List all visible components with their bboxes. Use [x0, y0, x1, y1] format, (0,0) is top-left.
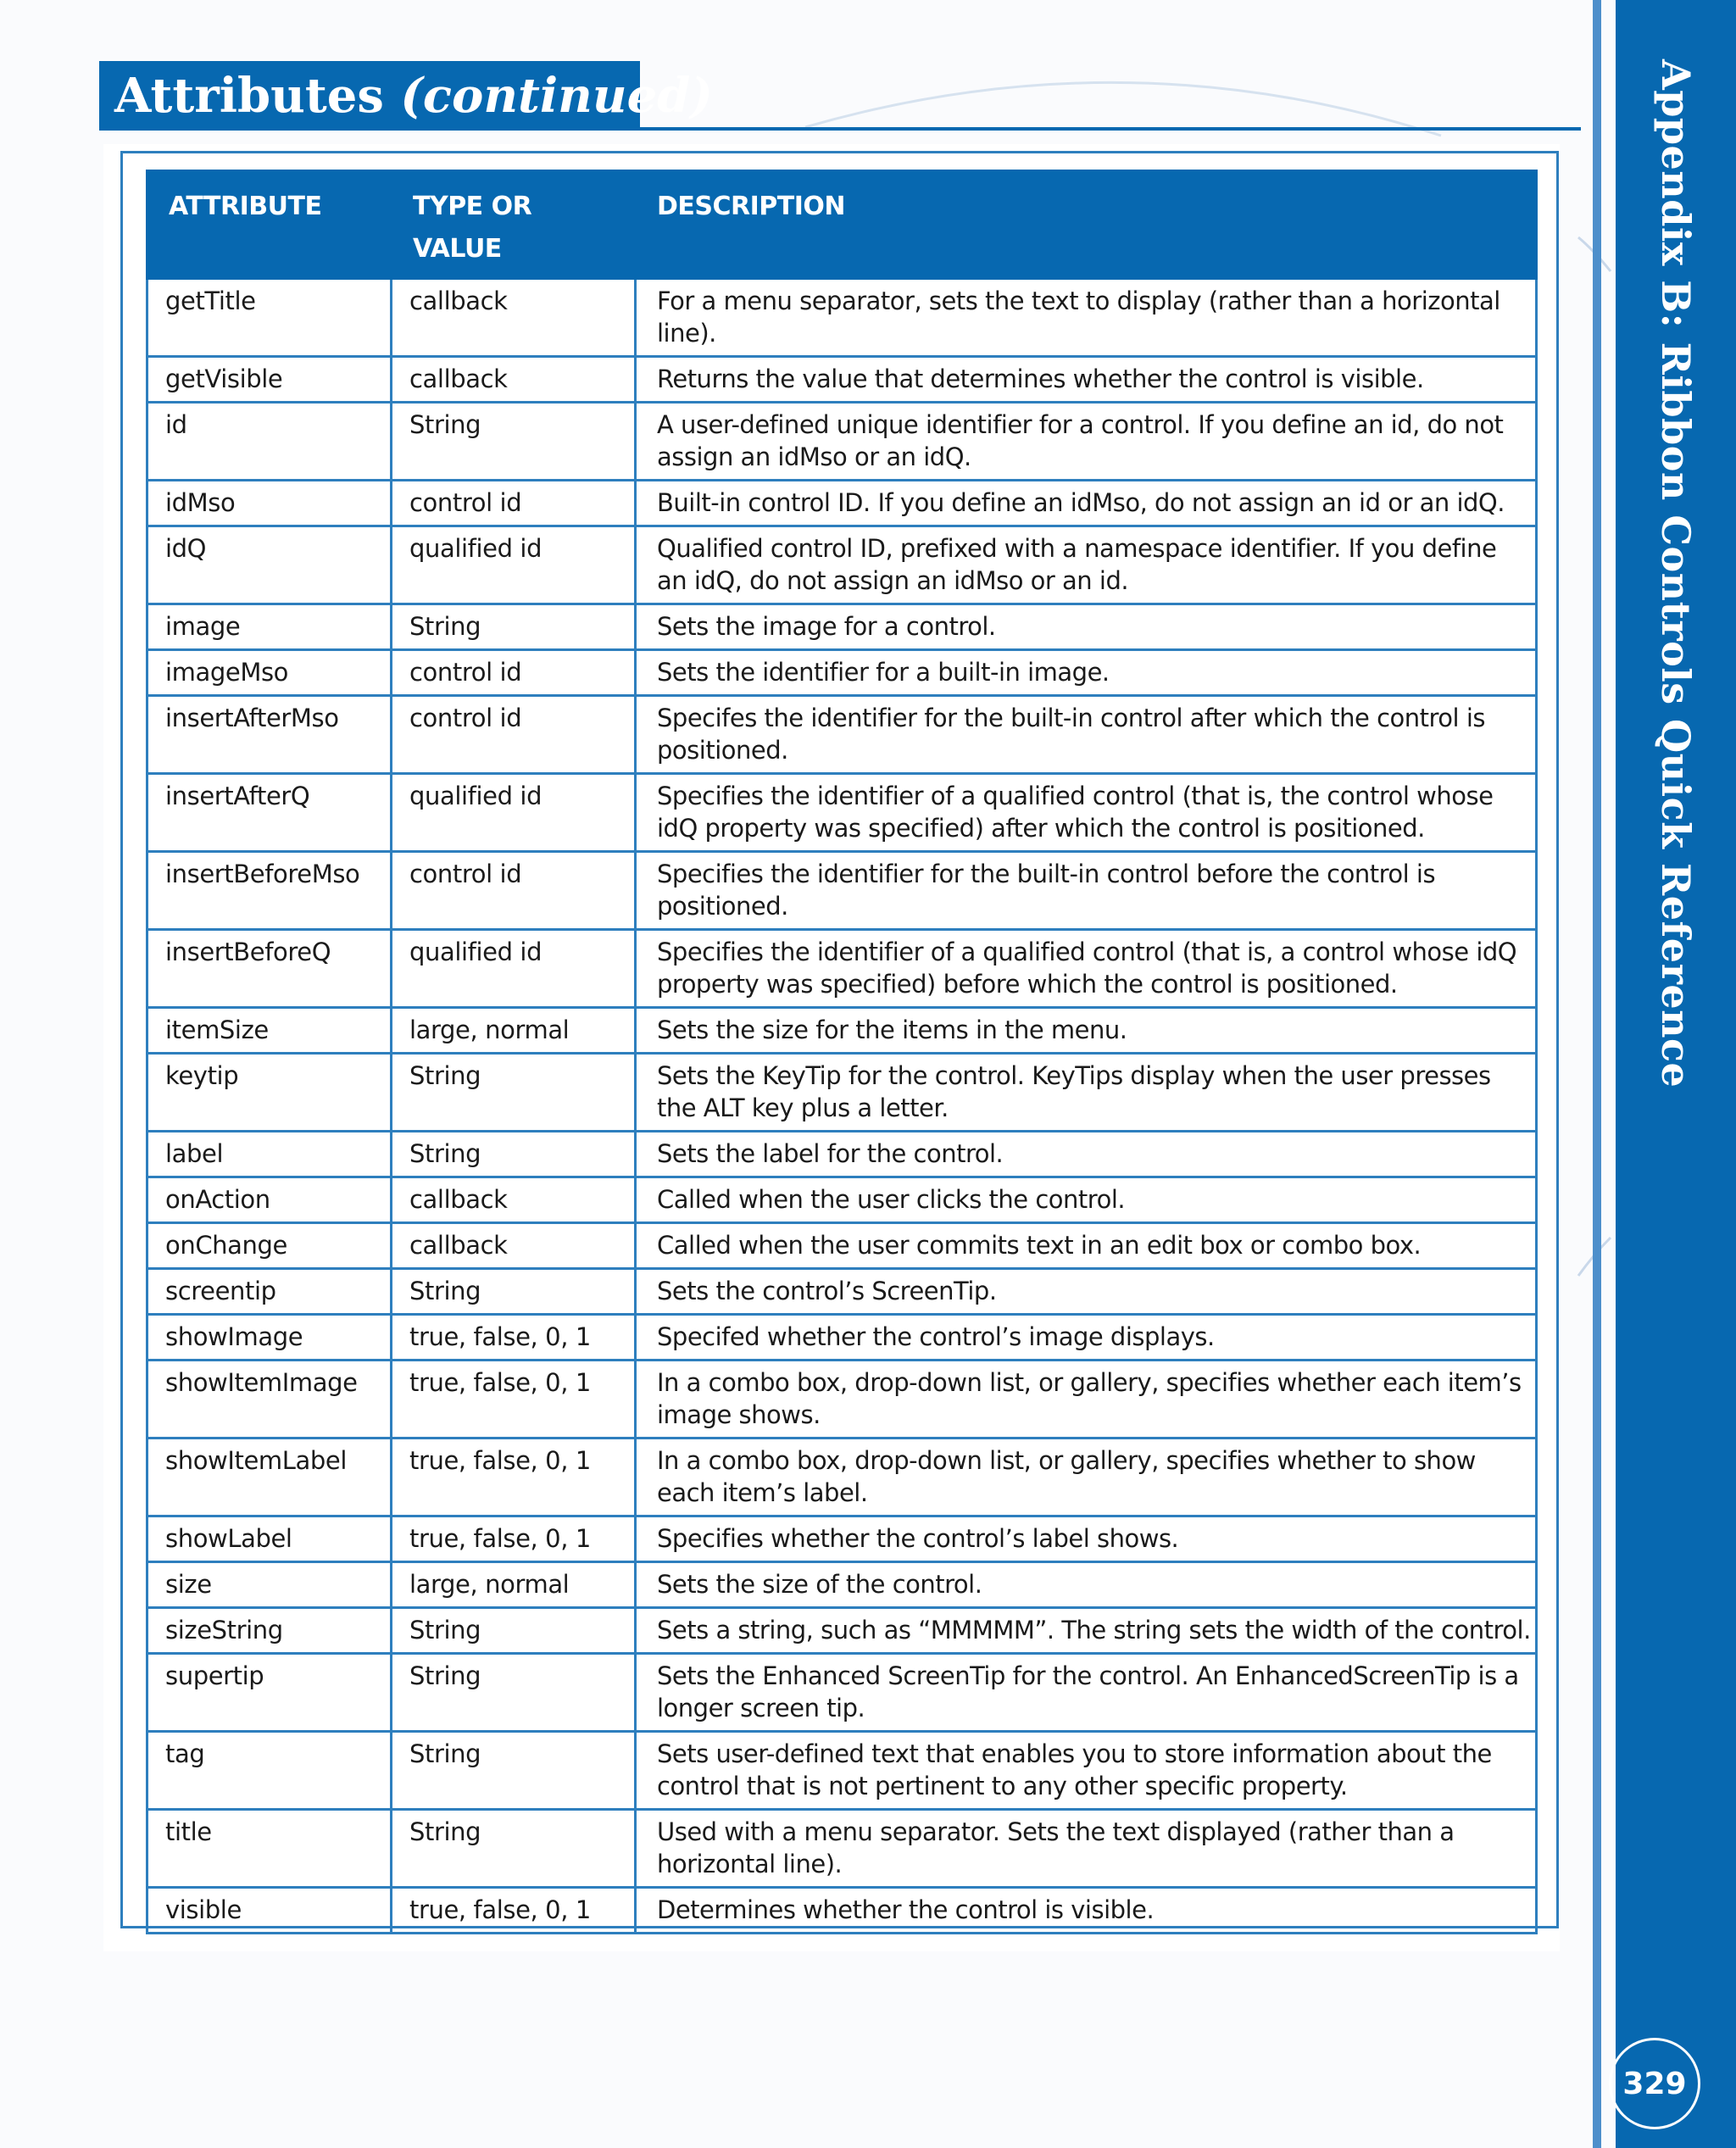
attributes-table — [146, 170, 1538, 1934]
table-body — [147, 279, 1537, 1934]
cell-type: qualified id — [392, 930, 636, 1008]
cell-type: callback — [392, 279, 636, 357]
cell-description: Sets a string, such as “MMMMM”. The string sets the width of the control. — [636, 1608, 1537, 1654]
cell-attribute: showItemImage — [147, 1361, 392, 1438]
table-row — [147, 604, 1537, 650]
title-underline — [99, 127, 1581, 131]
cell-description: Sets the label for the control. — [636, 1132, 1537, 1177]
table-row — [147, 403, 1537, 481]
table-row — [147, 526, 1537, 604]
table-row — [147, 1315, 1537, 1361]
cell-attribute: showItemLabel — [147, 1438, 392, 1516]
cell-attribute: insertAfterMso — [147, 696, 392, 774]
cell-attribute: getVisible — [147, 357, 392, 403]
cell-description: Sets the control’s ScreenTip. — [636, 1269, 1537, 1315]
cell-attribute: tag — [147, 1732, 392, 1810]
cell-description: Sets the identifier for a built-in image. — [636, 650, 1537, 696]
table-row — [147, 930, 1537, 1008]
cell-attribute: title — [147, 1810, 392, 1888]
cell-attribute: screentip — [147, 1269, 392, 1315]
page-title — [99, 61, 713, 131]
cell-type: control id — [392, 852, 636, 930]
cell-type: String — [392, 403, 636, 481]
page-number: 329 — [1609, 2038, 1700, 2129]
table-row — [147, 1361, 1537, 1438]
cell-attribute: insertBeforeMso — [147, 852, 392, 930]
cell-type: String — [392, 1054, 636, 1132]
cell-type: String — [392, 1732, 636, 1810]
cell-attribute: idMso — [147, 481, 392, 526]
cell-type: callback — [392, 1177, 636, 1223]
cell-description: Sets the image for a control. — [636, 604, 1537, 650]
table-row — [147, 1654, 1537, 1732]
table-row — [147, 1732, 1537, 1810]
cell-description: Sets user-defined text that enables you to store information about the control that is not pertinent to any other specific property. — [636, 1732, 1537, 1810]
table-row — [147, 1269, 1537, 1315]
cell-description: Determines whether the control is visible. — [636, 1888, 1537, 1934]
cell-type: qualified id — [392, 774, 636, 852]
cell-description: Specifies the identifier of a qualified control (that is, the control whose idQ property was specified) after which the control is positioned. — [636, 774, 1537, 852]
cell-description: Sets the KeyTip for the control. KeyTips display when the user presses the ALT key plus a letter. — [636, 1054, 1537, 1132]
cell-description: In a combo box, drop-down list, or gallery, specifies whether each item’s image shows. — [636, 1361, 1537, 1438]
cell-type: String — [392, 1654, 636, 1732]
cell-type: String — [392, 1608, 636, 1654]
cell-description: Qualified control ID, prefixed with a namespace identifier. If you define an idQ, do not assign an idMso or an id. — [636, 526, 1537, 604]
header-attribute: ATTRIBUTE — [147, 171, 392, 279]
cell-attribute: imageMso — [147, 650, 392, 696]
cell-type: qualified id — [392, 526, 636, 604]
header-description: DESCRIPTION — [636, 171, 1537, 279]
cell-type: String — [392, 1132, 636, 1177]
cell-description: In a combo box, drop-down list, or gallery, specifies whether to show each item’s label. — [636, 1438, 1537, 1516]
table-row — [147, 1810, 1537, 1888]
cell-description: Sets the Enhanced ScreenTip for the control. An EnhancedScreenTip is a longer screen tip. — [636, 1654, 1537, 1732]
table-row — [147, 1438, 1537, 1516]
table-header-row — [147, 171, 1537, 279]
cell-description: Called when the user commits text in an edit box or combo box. — [636, 1223, 1537, 1269]
cell-description: Specifies the identifier of a qualified control (that is, a control whose idQ property was specified) before which the control is positioned. — [636, 930, 1537, 1008]
cell-description: Specifies the identifier for the built-in control before the control is positioned. — [636, 852, 1537, 930]
table-row — [147, 1132, 1537, 1177]
table-row — [147, 1608, 1537, 1654]
table-row — [147, 1888, 1537, 1934]
table-row — [147, 650, 1537, 696]
cell-attribute: keytip — [147, 1054, 392, 1132]
cell-attribute: image — [147, 604, 392, 650]
appendix-title: Appendix B: Ribbon Controls Quick Reference — [1653, 59, 1699, 1088]
table-row — [147, 1223, 1537, 1269]
cell-attribute: id — [147, 403, 392, 481]
cell-description: Called when the user clicks the control. — [636, 1177, 1537, 1223]
cell-attribute: onAction — [147, 1177, 392, 1223]
cell-description: Sets the size for the items in the menu. — [636, 1008, 1537, 1054]
table-row — [147, 357, 1537, 403]
table-row — [147, 696, 1537, 774]
cell-type: control id — [392, 481, 636, 526]
cell-type: control id — [392, 696, 636, 774]
table-row — [147, 852, 1537, 930]
cell-attribute: sizeString — [147, 1608, 392, 1654]
cell-type: true, false, 0, 1 — [392, 1888, 636, 1934]
cell-attribute: supertip — [147, 1654, 392, 1732]
cell-type: true, false, 0, 1 — [392, 1315, 636, 1361]
cell-description: Built-in control ID. If you define an idMso, do not assign an id or an idQ. — [636, 481, 1537, 526]
cell-type: large, normal — [392, 1562, 636, 1608]
table-row — [147, 1516, 1537, 1562]
cell-attribute: showImage — [147, 1315, 392, 1361]
cell-description: Returns the value that determines whether the control is visible. — [636, 357, 1537, 403]
cell-type: String — [392, 1810, 636, 1888]
cell-type: control id — [392, 650, 636, 696]
table-row — [147, 1177, 1537, 1223]
cell-attribute: onChange — [147, 1223, 392, 1269]
cell-attribute: size — [147, 1562, 392, 1608]
cell-description: A user-defined unique identifier for a control. If you define an id, do not assign an idMso or an idQ. — [636, 403, 1537, 481]
table-row — [147, 279, 1537, 357]
cell-type: true, false, 0, 1 — [392, 1361, 636, 1438]
cell-description: Used with a menu separator. Sets the text displayed (rather than a horizontal line). — [636, 1810, 1537, 1888]
table-row — [147, 1054, 1537, 1132]
cell-description: Specifies whether the control’s label shows. — [636, 1516, 1537, 1562]
cell-attribute: insertAfterQ — [147, 774, 392, 852]
cell-attribute: getTitle — [147, 279, 392, 357]
side-strip-accent — [1593, 0, 1601, 2148]
cell-description: Specifed whether the control’s image displays. — [636, 1315, 1537, 1361]
cell-type: callback — [392, 357, 636, 403]
cell-attribute: visible — [147, 1888, 392, 1934]
cell-description: For a menu separator, sets the text to display (rather than a horizontal line). — [636, 279, 1537, 357]
cell-type: String — [392, 1269, 636, 1315]
cell-attribute: showLabel — [147, 1516, 392, 1562]
cell-description: Sets the size of the control. — [636, 1562, 1537, 1608]
cell-type: String — [392, 604, 636, 650]
header-type-or-value: TYPE OR VALUE — [392, 171, 636, 279]
cell-type: true, false, 0, 1 — [392, 1438, 636, 1516]
table-row — [147, 481, 1537, 526]
cell-attribute: insertBeforeQ — [147, 930, 392, 1008]
cell-attribute: idQ — [147, 526, 392, 604]
table-row — [147, 1562, 1537, 1608]
table-row — [147, 774, 1537, 852]
cell-type: true, false, 0, 1 — [392, 1516, 636, 1562]
cell-attribute: label — [147, 1132, 392, 1177]
page-title-main: Attributes — [114, 68, 384, 124]
cell-attribute: itemSize — [147, 1008, 392, 1054]
cell-description: Specifes the identifier for the built-in control after which the control is positioned. — [636, 696, 1537, 774]
cell-type: large, normal — [392, 1008, 636, 1054]
cell-type: callback — [392, 1223, 636, 1269]
page-title-italic: (continued) — [400, 68, 713, 124]
table-row — [147, 1008, 1537, 1054]
